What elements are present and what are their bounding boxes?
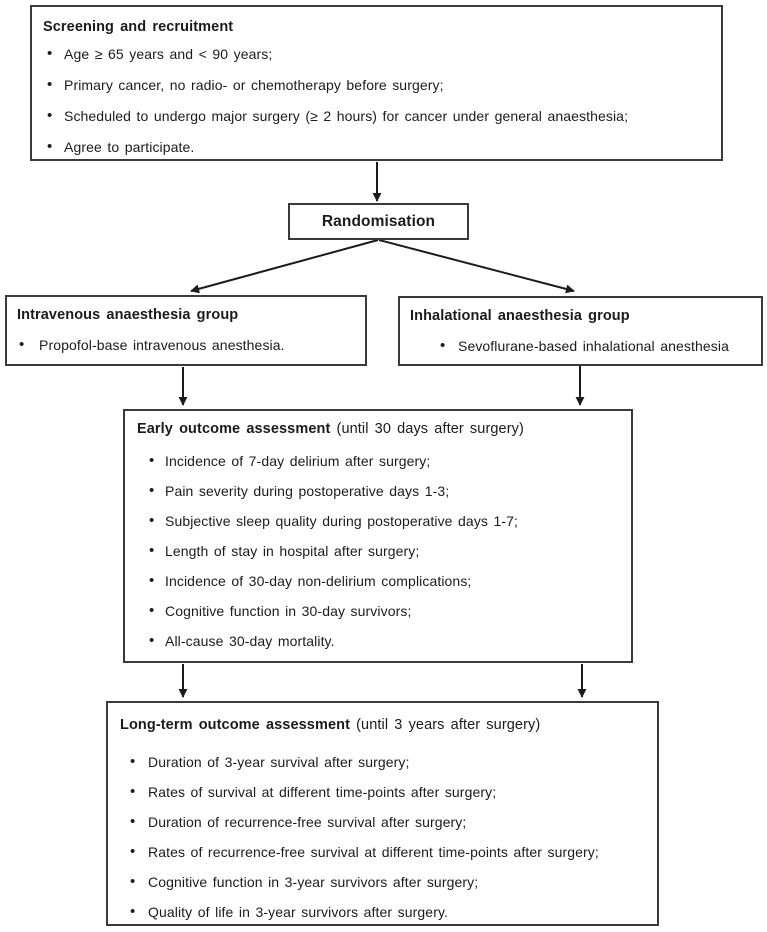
bullet-icon: • [47, 138, 53, 155]
list-item [43, 138, 711, 157]
list-item [120, 903, 649, 922]
bullet-text: Sevoflurane-based inhalational anesthesia [458, 338, 729, 354]
bullet-text: Subjective sleep quality during postoperative days 1-7; [165, 513, 519, 529]
bullet-text: Scheduled to undergo major surgery (≥ 2 hours) for cancer under general anaesthesia; [64, 108, 629, 124]
randomisation-label: Randomisation [321, 213, 436, 230]
list-item [137, 632, 623, 651]
bullet-text: Pain severity during postoperative days 1-3; [165, 483, 450, 499]
bullet-text: Agree to participate. [64, 139, 195, 155]
arrow-randomisation-to-iv-group [191, 240, 378, 291]
list-item [137, 482, 623, 501]
list-item [137, 452, 623, 471]
list-item [410, 337, 753, 356]
list-item [137, 602, 623, 621]
bullet-icon: • [149, 602, 155, 619]
list-item [120, 843, 649, 862]
bullet-icon: • [47, 76, 53, 93]
bullet-text: Cognitive function in 30-day survivors; [165, 603, 412, 619]
bullet-icon: • [130, 813, 136, 830]
list-item [137, 512, 623, 531]
bullet-icon: • [130, 783, 136, 800]
early-outcome-title [137, 420, 623, 439]
bullet-icon: • [130, 753, 136, 770]
screening-box [30, 5, 723, 161]
list-item [43, 107, 711, 126]
list-item [120, 783, 649, 802]
bullet-text: Rates of recurrence-free survival at different time-points after surgery; [148, 844, 599, 860]
early-outcome-bullet-list [137, 452, 623, 651]
bullet-icon: • [130, 903, 136, 920]
intravenous-group-box [5, 295, 367, 366]
inhalational-group-bullet-list [410, 337, 753, 356]
longterm-outcome-title-suffix: (until 3 years after surgery) [350, 717, 541, 733]
bullet-icon: • [130, 873, 136, 890]
longterm-outcome-bullet-list [120, 753, 649, 922]
bullet-icon: • [149, 572, 155, 589]
bullet-text: All-cause 30-day mortality. [165, 633, 335, 649]
arrow-randomisation-to-inh-group [379, 240, 574, 291]
screening-title: Screening and recruitment [43, 19, 234, 35]
bullet-icon: • [47, 107, 53, 124]
bullet-text: Duration of 3-year survival after surgery; [148, 754, 410, 770]
bullet-text: Age ≥ 65 years and < 90 years; [64, 46, 273, 62]
bullet-text: Cognitive function in 3-year survivors after surgery; [148, 874, 479, 890]
list-item [120, 753, 649, 772]
bullet-icon: • [149, 512, 155, 529]
early-outcome-title-bold: Early outcome assessment [137, 421, 331, 437]
longterm-outcome-box [106, 701, 659, 926]
bullet-icon: • [19, 336, 25, 353]
bullet-text: Quality of life in 3-year survivors after surgery. [148, 904, 449, 920]
list-item [43, 76, 711, 95]
bullet-icon: • [149, 482, 155, 499]
early-outcome-title-suffix: (until 30 days after surgery) [330, 421, 524, 437]
bullet-text: Length of stay in hospital after surgery; [165, 543, 420, 559]
longterm-outcome-title-bold: Long-term outcome assessment [120, 717, 350, 733]
list-item [17, 336, 357, 355]
bullet-icon: • [440, 337, 446, 354]
intravenous-group-title: Intravenous anaesthesia group [17, 307, 239, 323]
bullet-text: Duration of recurrence-free survival after surgery; [148, 814, 467, 830]
bullet-icon: • [149, 452, 155, 469]
bullet-icon: • [47, 45, 53, 62]
bullet-icon: • [149, 542, 155, 559]
bullet-icon: • [130, 843, 136, 860]
intravenous-group-bullet-list [17, 336, 357, 355]
screening-bullet-list [43, 45, 711, 157]
bullet-text: Incidence of 7-day delirium after surgery; [165, 453, 431, 469]
randomisation-box [288, 203, 469, 240]
bullet-text: Primary cancer, no radio- or chemotherapy before surgery; [64, 77, 444, 93]
inhalational-group-title: Inhalational anaesthesia group [410, 308, 630, 324]
list-item [120, 813, 649, 832]
list-item [43, 45, 711, 64]
list-item [120, 873, 649, 892]
inhalational-group-box [398, 296, 763, 366]
longterm-outcome-title [120, 716, 649, 735]
bullet-text: Rates of survival at different time-points after surgery; [148, 784, 497, 800]
bullet-icon: • [149, 632, 155, 649]
early-outcome-box [123, 409, 633, 663]
bullet-text: Propofol-base intravenous anesthesia. [39, 337, 285, 353]
list-item [137, 572, 623, 591]
bullet-text: Incidence of 30-day non-delirium complications; [165, 573, 472, 589]
list-item [137, 542, 623, 561]
